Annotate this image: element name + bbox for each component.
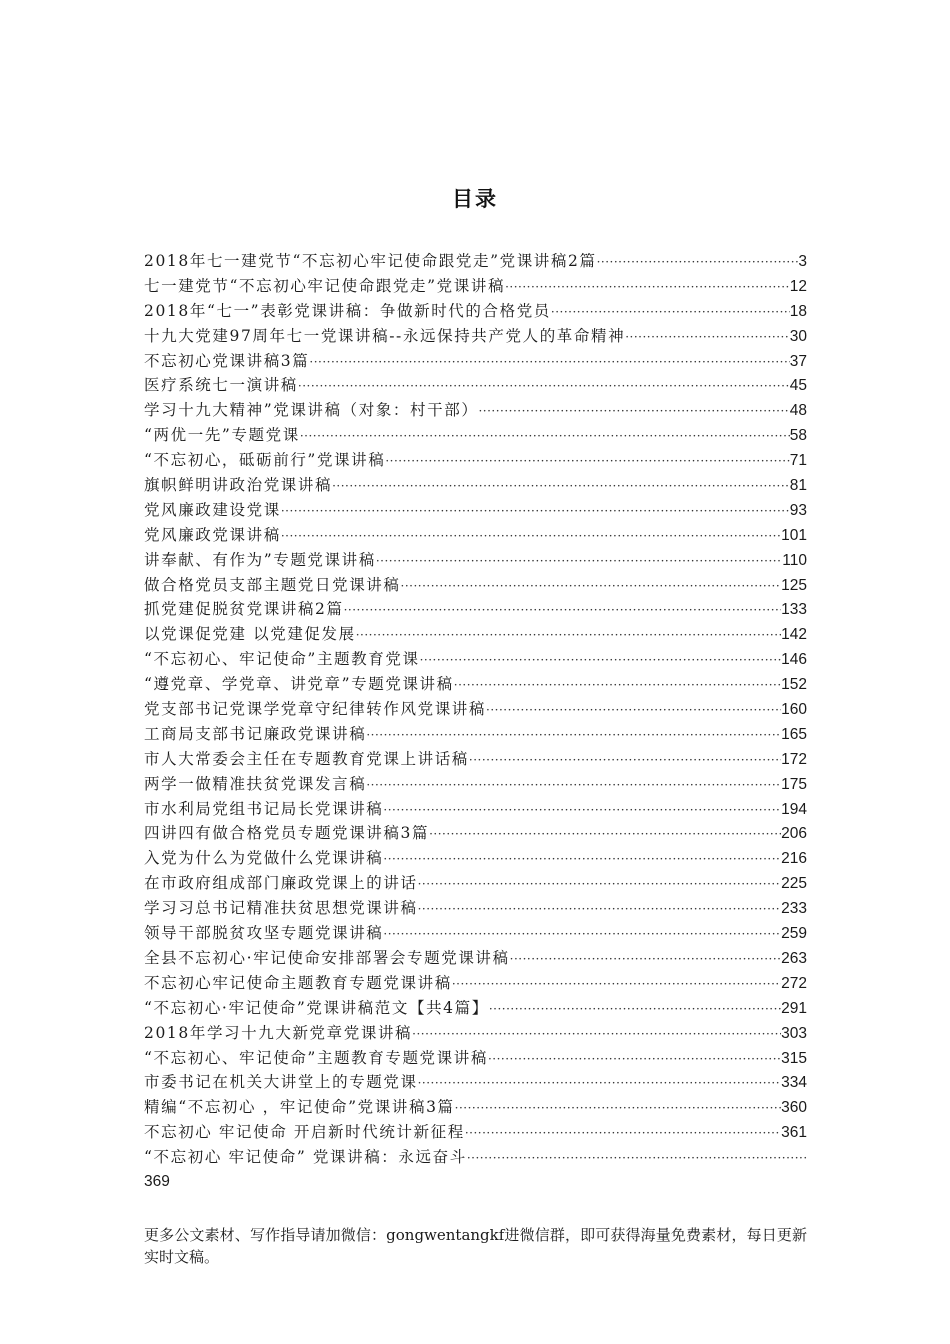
toc-entry-page: 81 <box>789 477 807 495</box>
toc-entry-title: 2018年“七一”表彰党课讲稿：争做新时代的合格党员 <box>144 301 551 320</box>
toc-entry[interactable] <box>144 1120 807 1145</box>
toc-entry-page: 48 <box>789 402 807 420</box>
toc-entry[interactable] <box>144 846 807 871</box>
toc-entry-title: 讲奉献、有作为”专题党课讲稿 <box>144 550 376 569</box>
toc-entry-page: 125 <box>781 576 807 594</box>
toc-entry[interactable] <box>144 373 807 398</box>
toc-entry-title: 不忘初心牢记使命主题教育专题党课讲稿 <box>144 973 452 992</box>
toc-entry-page: 172 <box>781 750 807 768</box>
toc-dot-leader <box>467 1146 807 1171</box>
toc-dot-leader <box>486 698 781 723</box>
toc-dot-leader <box>332 474 790 499</box>
toc-entry-page: 334 <box>781 1074 807 1092</box>
toc-entry[interactable] <box>144 996 807 1021</box>
toc-entry-title: 入党为什么为党做什么党课讲稿 <box>144 849 384 868</box>
toc-entry-title: 两学一做精准扶贫党课发言稿 <box>144 774 367 793</box>
toc-entry[interactable] <box>144 772 807 797</box>
toc-entry-title: 2018年七一建党节“不忘初心牢记使命跟党走”党课讲稿2篇 <box>144 252 597 270</box>
toc-entry-page: 233 <box>781 900 807 918</box>
toc-entry[interactable] <box>144 722 807 747</box>
toc-entry-title: 抓党建促脱贫党课讲稿2篇 <box>144 600 344 619</box>
toc-dot-leader <box>489 997 781 1022</box>
toc-dot-leader <box>418 1071 782 1096</box>
toc-entry-title: 做合格党员支部主题党日党课讲稿 <box>144 575 401 594</box>
toc-entry[interactable] <box>144 896 807 921</box>
toc-entry[interactable] <box>144 523 807 548</box>
toc-dot-leader <box>383 798 781 823</box>
toc-dot-leader <box>469 748 781 773</box>
toc-entry-title: 学习十九大精神”党课讲稿（对象：村干部） <box>144 401 479 420</box>
toc-entry[interactable] <box>144 672 807 697</box>
toc-entry-title: 十九大党建97周年七一党课讲稿--永远保持共产党人的革命精神 <box>144 326 626 345</box>
toc-entry[interactable] <box>144 1021 807 1046</box>
toc-entry-title: 不忘初心党课讲稿3篇 <box>144 351 310 370</box>
footer-note: 更多公文素材、写作指导请加微信：gongwentangkf进微信群，即可获得海量免费素材，每日更新实时文稿。 <box>144 1226 807 1266</box>
toc-entry-page: 101 <box>781 526 807 544</box>
toc-entry[interactable] <box>144 1046 807 1071</box>
toc-entry-title: 四讲四有做合格党员专题党课讲稿3篇 <box>144 824 430 843</box>
toc-entry[interactable] <box>144 448 807 473</box>
toc-entry-page: 361 <box>781 1124 807 1142</box>
toc-entry-title: 七一建党节“不忘初心牢记使命跟党走”党课讲稿 <box>144 276 506 295</box>
toc-entry-title: “不忘初心、牢记使命”主题教育专题党课讲稿 <box>144 1048 488 1067</box>
toc-entry[interactable] <box>144 473 807 498</box>
toc-entry-title: 全县不忘初心·牢记使命安排部署会专题党课讲稿 <box>144 948 510 967</box>
toc-entry-title: 精编“不忘初心 ，牢记使命”党课讲稿3篇 <box>144 1098 455 1117</box>
toc-dot-leader <box>412 1022 781 1047</box>
toc-entry[interactable] <box>144 871 807 896</box>
toc-entry[interactable] <box>144 797 807 822</box>
toc-entry-title: 党风廉政建设党课 <box>144 500 281 519</box>
toc-dot-leader <box>455 1096 781 1121</box>
toc-entry-title: “不忘初心，砥砺前行”党课讲稿 <box>144 451 386 470</box>
toc-entry-title: “不忘初心·牢记使命”党课讲稿范文【共4篇】 <box>144 998 489 1017</box>
toc-dot-leader <box>366 773 781 798</box>
toc-entry-page: 206 <box>781 825 807 843</box>
toc-entry[interactable] <box>144 274 807 299</box>
toc-entry-title: 市人大常委会主任在专题教育党课上讲话稿 <box>144 749 469 768</box>
toc-entry-page: 45 <box>789 377 807 395</box>
toc-entry[interactable] <box>144 423 807 448</box>
toc-entry[interactable] <box>144 1145 807 1195</box>
toc-entry-page: 194 <box>781 800 807 818</box>
toc-entry-page: 37 <box>789 352 807 370</box>
toc-dot-leader <box>452 972 781 997</box>
toc-dot-leader <box>454 673 781 698</box>
page-title: 目录 <box>452 187 498 211</box>
toc-dot-leader <box>597 250 799 275</box>
toc-entry-title: “遵党章、学党章、讲党章”专题党课讲稿 <box>144 675 454 694</box>
toc-entry-title: 医疗系统七一演讲稿 <box>144 376 298 395</box>
toc-entry-title: 市水利局党组书记局长党课讲稿 <box>144 799 384 818</box>
toc-dot-leader <box>356 623 781 648</box>
toc-entry[interactable] <box>144 324 807 349</box>
toc-entry[interactable] <box>144 747 807 772</box>
toc-entry-page: 315 <box>781 1049 807 1067</box>
toc-entry-title: “不忘初心、牢记使命”主题教育党课 <box>144 650 420 669</box>
toc-dot-leader <box>418 897 782 922</box>
toc-entry[interactable] <box>144 821 807 846</box>
toc-entry-page: 216 <box>781 850 807 868</box>
toc-entry-title: 以党课促党建 以党建促发展 <box>144 625 356 644</box>
toc-entry-title: 领导干部脱贫攻坚专题党课讲稿 <box>144 924 384 943</box>
toc-entry[interactable] <box>144 622 807 647</box>
toc-entry-title: 党风廉政党课讲稿 <box>144 525 281 544</box>
toc-entry-page: 146 <box>781 651 807 669</box>
toc-entry[interactable] <box>144 573 807 598</box>
toc-entry[interactable] <box>144 647 807 672</box>
toc-entry-title: 旗帜鲜明讲政治党课讲稿 <box>144 476 333 495</box>
toc-entry-title: 2018年学习十九大新党章党课讲稿 <box>144 1023 413 1042</box>
toc-entry[interactable] <box>144 548 807 573</box>
toc-entry-page: 165 <box>781 725 807 743</box>
toc-entry[interactable] <box>144 697 807 722</box>
toc-entry-title: 不忘初心 牢记使命 开启新时代统计新征程 <box>144 1123 465 1142</box>
toc-entry-page: 133 <box>781 601 807 619</box>
toc-entry-page: 369 <box>144 1172 170 1190</box>
toc-entry-title: 党支部书记党课学党章守纪律转作风党课讲稿 <box>144 700 487 719</box>
toc-dot-leader <box>418 872 782 897</box>
toc-dot-leader <box>281 499 790 524</box>
toc-entry[interactable] <box>144 971 807 996</box>
toc-dot-leader <box>281 524 781 549</box>
table-of-contents <box>144 249 807 1195</box>
toc-entry-title: 市委书记在机关大讲堂上的专题党课 <box>144 1073 418 1092</box>
toc-dot-leader <box>465 1121 781 1146</box>
toc-dot-leader <box>488 1047 781 1072</box>
toc-dot-leader <box>420 648 782 673</box>
toc-entry-title: “不忘初心 牢记使命” 党课讲稿：永远奋斗 <box>144 1148 467 1167</box>
toc-entry-page: 160 <box>781 701 807 719</box>
toc-entry-page: 58 <box>789 427 807 445</box>
toc-entry-page: 30 <box>789 327 807 345</box>
toc-entry-page: 175 <box>781 775 807 793</box>
toc-entry-page: 303 <box>781 1024 807 1042</box>
toc-entry-page: 71 <box>789 452 807 470</box>
toc-entry[interactable] <box>144 921 807 946</box>
toc-dot-leader <box>510 947 781 972</box>
toc-entry-title: 学习习总书记精准扶贫思想党课讲稿 <box>144 899 418 918</box>
toc-entry[interactable] <box>144 299 807 324</box>
toc-entry-title: 工商局支部书记廉政党课讲稿 <box>144 724 367 743</box>
toc-entry-page: 259 <box>781 925 807 943</box>
toc-entry-title: “两优一先”专题党课 <box>144 426 300 445</box>
toc-dot-leader <box>376 549 782 574</box>
toc-entry-page: 12 <box>789 277 807 295</box>
toc-entry[interactable] <box>144 1070 807 1095</box>
toc-dot-leader <box>383 922 781 947</box>
toc-entry-page: 225 <box>781 875 807 893</box>
toc-dot-leader <box>478 399 789 424</box>
toc-dot-leader <box>429 822 781 847</box>
toc-entry[interactable] <box>144 249 807 274</box>
toc-dot-leader <box>298 374 790 399</box>
toc-entry-page: 291 <box>781 999 807 1017</box>
toc-dot-leader <box>401 574 782 599</box>
toc-entry-title: 在市政府组成部门廉政党课上的讲话 <box>144 874 418 893</box>
toc-dot-leader <box>344 598 782 623</box>
toc-entry-page: 152 <box>781 676 807 694</box>
toc-entry[interactable] <box>144 946 807 971</box>
toc-dot-leader <box>366 723 781 748</box>
toc-dot-leader <box>385 449 789 474</box>
toc-entry-page: 263 <box>781 949 807 967</box>
toc-entry[interactable] <box>144 498 807 523</box>
toc-entry-page: 110 <box>782 551 807 569</box>
toc-entry-page: 18 <box>789 302 807 320</box>
toc-dot-leader <box>505 275 790 300</box>
toc-entry[interactable] <box>144 597 807 622</box>
toc-dot-leader <box>551 300 790 325</box>
toc-entry[interactable] <box>144 398 807 423</box>
toc-entry-page: 142 <box>781 626 807 644</box>
toc-dot-leader <box>625 325 790 350</box>
toc-entry[interactable] <box>144 1095 807 1120</box>
toc-dot-leader <box>309 350 789 375</box>
toc-dot-leader <box>300 424 790 449</box>
toc-entry-page: 3 <box>798 253 807 270</box>
toc-entry-page: 272 <box>781 974 807 992</box>
toc-entry[interactable] <box>144 349 807 374</box>
toc-entry-page: 360 <box>781 1099 807 1117</box>
toc-dot-leader <box>383 847 781 872</box>
toc-entry-page: 93 <box>789 501 807 519</box>
